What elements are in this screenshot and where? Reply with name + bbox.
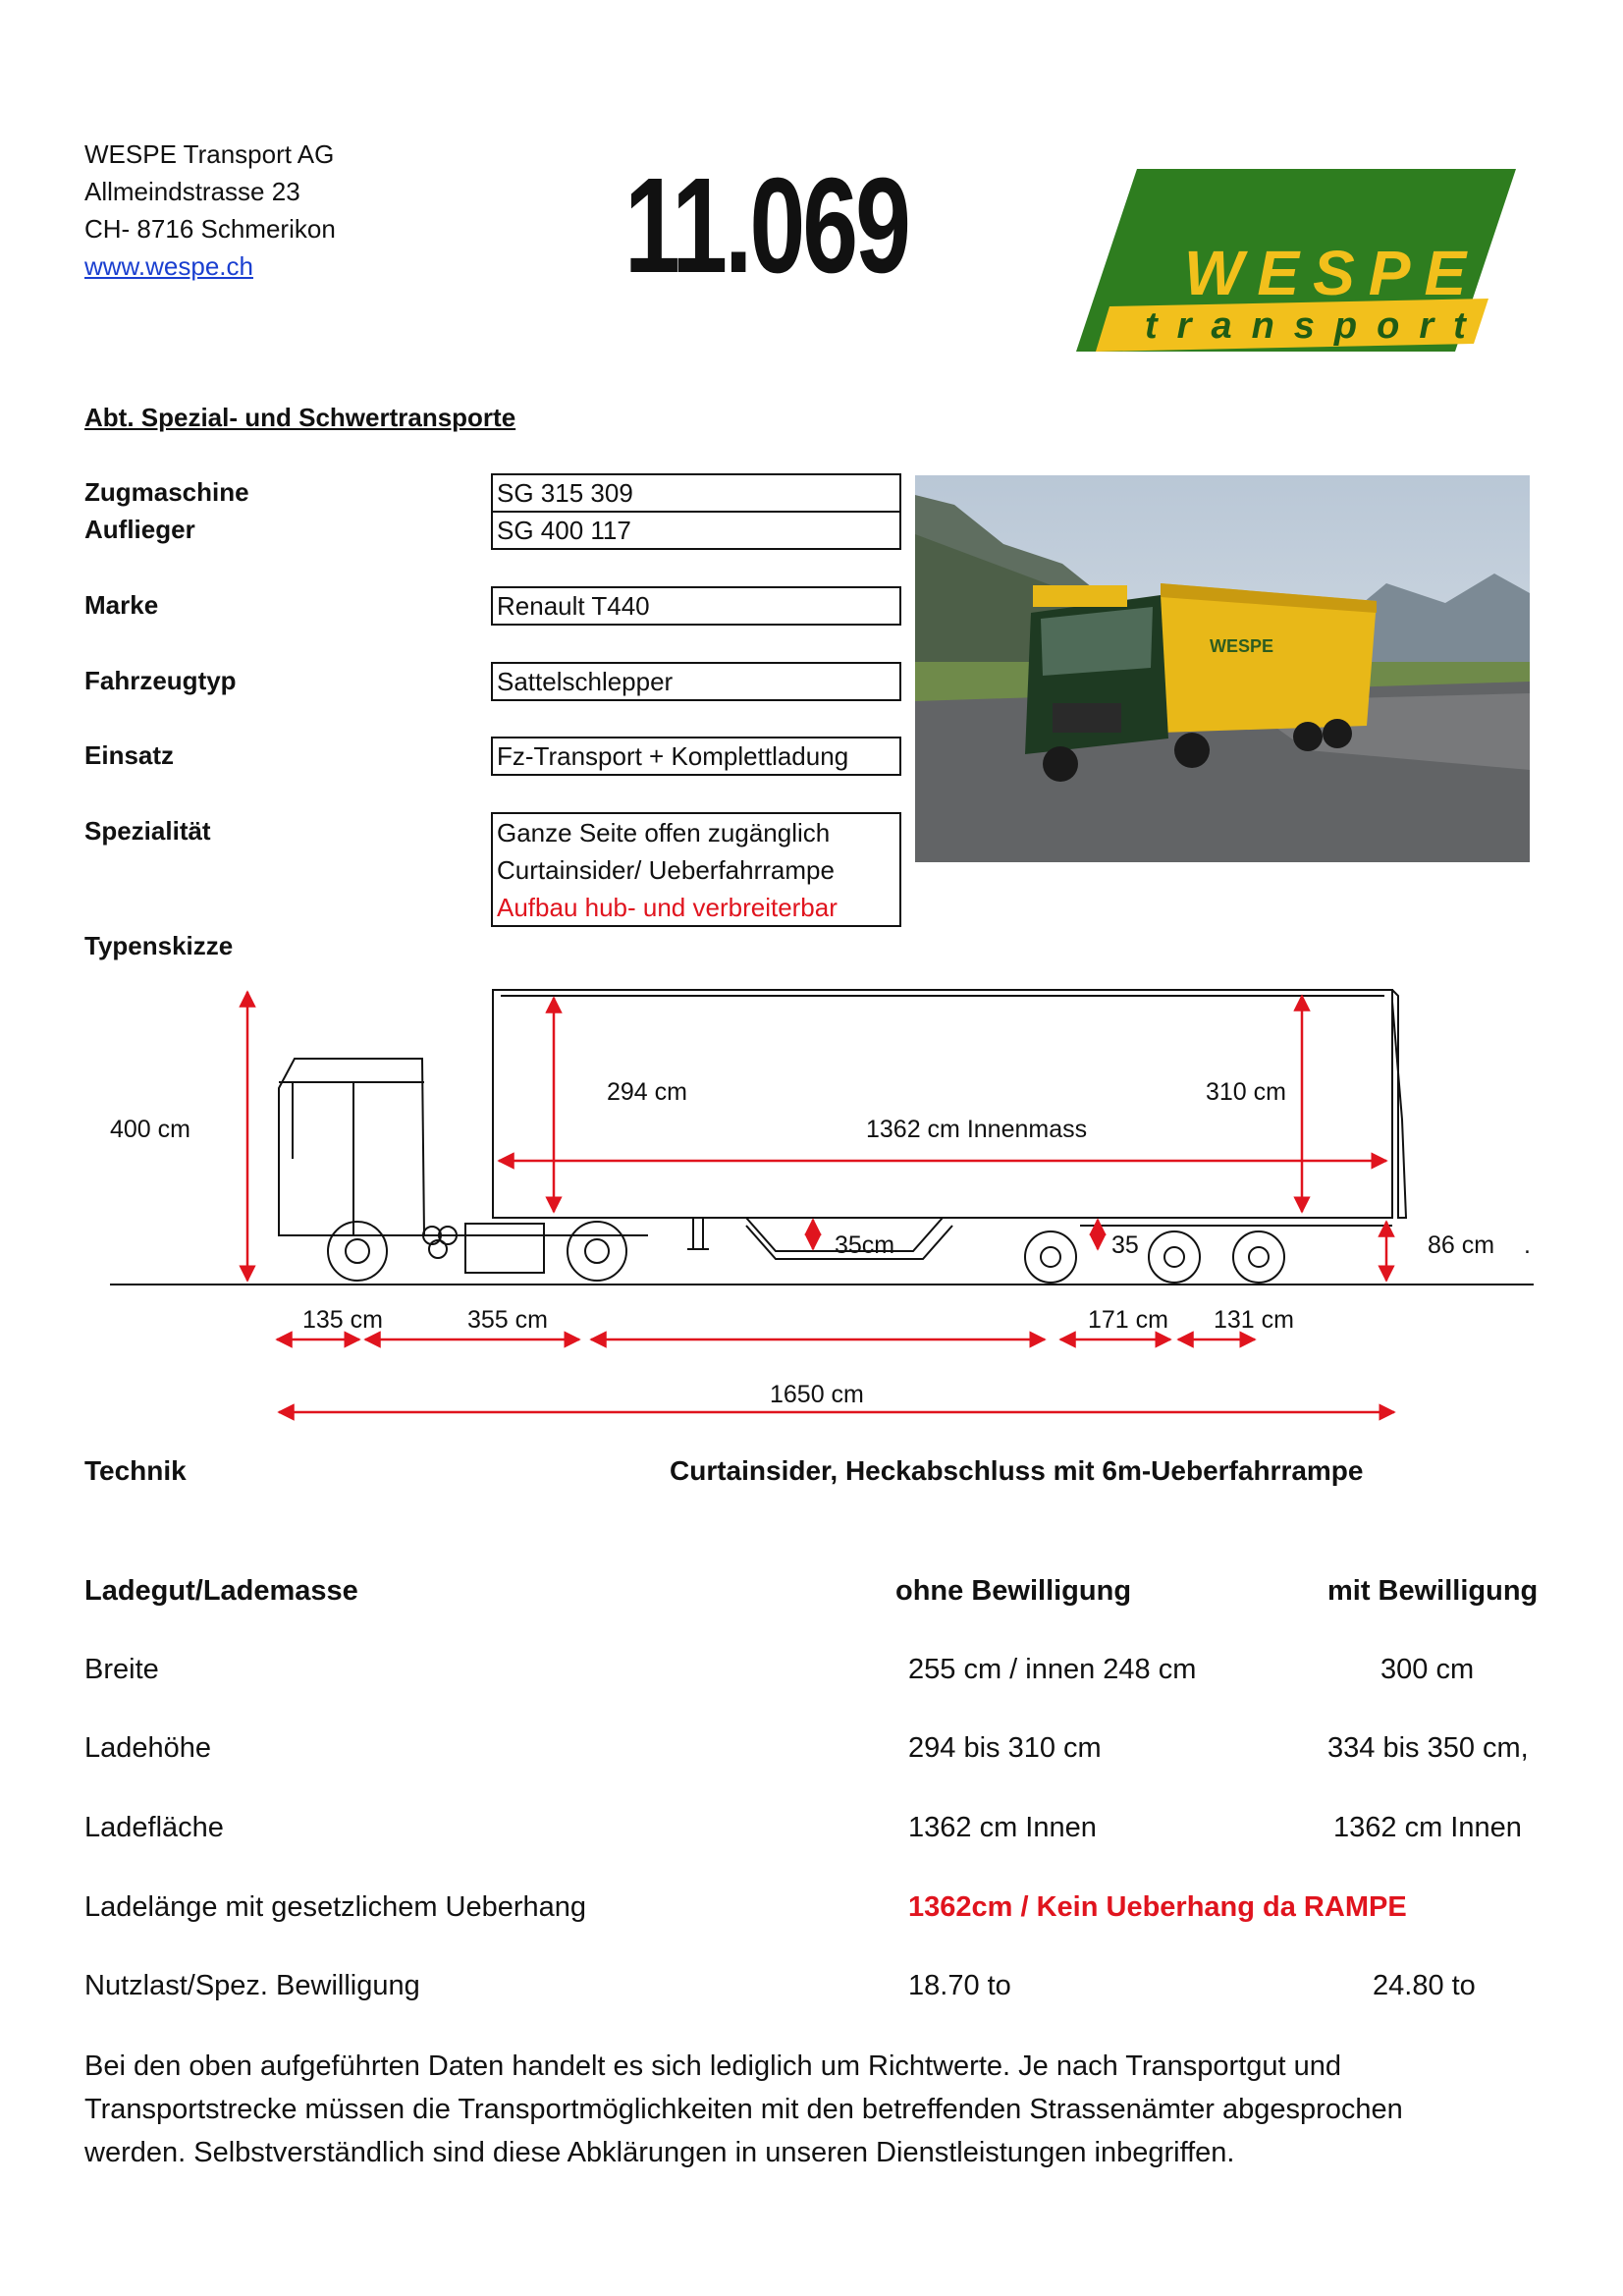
footer-note [84, 2045, 1403, 2174]
dim-4: 131 cm [1214, 1306, 1294, 1334]
value-fahrzeugtyp: Sattelschlepper [491, 662, 901, 701]
logo-text-transport: transport [1145, 305, 1486, 347]
dim-deck-b: 35 [1111, 1231, 1139, 1259]
row-ladeflaeche-v2: 1362 cm Innen [1333, 1812, 1522, 1843]
value-einsatz: Fz-Transport + Komplettladung [491, 737, 901, 776]
dim-3: 171 cm [1088, 1306, 1168, 1334]
dim-inner-length: 1362 cm Innenmass [866, 1116, 1088, 1143]
load-table-header-col1: ohne Bewilligung [895, 1575, 1132, 1607]
company-address [84, 136, 336, 285]
label-einsatz: Einsatz [84, 740, 175, 770]
dim-rear-height: 86 cm [1428, 1231, 1495, 1259]
spezialitaet-line1: Ganze Seite offen zugänglich [497, 818, 831, 847]
type-sketch-drawing [0, 972, 1623, 1434]
company-name: WESPE Transport AG [84, 139, 335, 169]
footer-line2: Transportstrecke müssen die Transportmöglichkeiten mit den betreffenden Strassenämter abgesprochen [84, 2094, 1403, 2125]
dim-height-rear: 310 cm [1206, 1078, 1286, 1106]
row-ladelaenge-label: Ladelänge mit gesetzlichem Ueberhang [84, 1891, 587, 1923]
company-city: CH- 8716 Schmerikon [84, 214, 336, 244]
row-breite-label: Breite [84, 1654, 159, 1685]
load-table-header-label: Ladegut/Lademasse [84, 1575, 358, 1607]
technik-value: Curtainsider, Heckabschluss mit 6m-Ueberfahrrampe [670, 1455, 1364, 1486]
type-sketch [0, 972, 1623, 1434]
logo-text-wespe: WESPE [1184, 238, 1481, 308]
dim-height-total: 400 cm [110, 1116, 190, 1143]
truck-photo [915, 475, 1530, 862]
value-zugmaschine: SG 315 309 [491, 473, 901, 513]
row-nutzlast-v1: 18.70 to [908, 1970, 1011, 2001]
label-spezialitaet: Spezialität [84, 816, 211, 846]
label-typenskizze: Typenskizze [84, 931, 234, 960]
label-auflieger: Auflieger [84, 515, 195, 544]
technik-label: Technik [84, 1455, 187, 1486]
dim-2: 355 cm [467, 1306, 548, 1334]
value-spezialitaet [491, 812, 901, 927]
row-nutzlast-v2: 24.80 to [1373, 1970, 1476, 2001]
dim-height-front: 294 cm [607, 1078, 687, 1106]
footer-line3: werden. Selbstverständlich sind diese Abklärungen in unseren Dienstleistungen inbegriffen. [84, 2137, 1235, 2168]
department-heading: Abt. Spezial- und Schwertransporte [84, 403, 516, 432]
value-auflieger: SG 400 117 [491, 511, 901, 550]
spezialitaet-line3: Aufbau hub- und verbreiterbar [497, 893, 838, 922]
label-zugmaschine: Zugmaschine [84, 477, 249, 507]
row-breite-v1: 255 cm / innen 248 cm [908, 1654, 1197, 1685]
row-ladehoehe-v1: 294 bis 310 cm [908, 1732, 1102, 1764]
load-table-header-col2: mit Bewilligung [1327, 1575, 1539, 1607]
label-fahrzeugtyp: Fahrzeugtyp [84, 666, 237, 695]
footer-line1: Bei den oben aufgeführten Daten handelt es sich lediglich um Richtwerte. Je nach Transportgut und [84, 2050, 1342, 2082]
company-street: Allmeindstrasse 23 [84, 177, 300, 206]
value-marke: Renault T440 [491, 586, 901, 626]
company-website-link[interactable]: www.wespe.ch [84, 251, 253, 281]
wespe-logo [1076, 169, 1516, 352]
row-ladelaenge-v1: 1362cm / Kein Ueberhang da RAMPE [908, 1891, 1407, 1923]
label-marke: Marke [84, 590, 159, 620]
row-ladehoehe-label: Ladehöhe [84, 1732, 212, 1764]
dim-dot: . [1524, 1231, 1531, 1259]
dim-deck-a: 35cm [835, 1231, 895, 1259]
row-ladehoehe-v2: 334 bis 350 cm, [1327, 1732, 1529, 1764]
row-ladeflaeche-v1: 1362 cm Innen [908, 1812, 1097, 1843]
row-breite-v2: 300 cm [1380, 1654, 1475, 1685]
truck-photo-illustration [915, 475, 1530, 862]
row-nutzlast-label: Nutzlast/Spez. Bewilligung [84, 1970, 420, 2001]
dim-total-length: 1650 cm [770, 1381, 864, 1408]
spezialitaet-line2: Curtainsider/ Ueberfahrrampe [497, 855, 835, 885]
dim-1: 135 cm [302, 1306, 383, 1334]
vehicle-number: 11.069 [624, 150, 908, 301]
row-ladeflaeche-label: Ladefläche [84, 1812, 224, 1843]
svg-text:WESPE: WESPE [1210, 636, 1274, 656]
